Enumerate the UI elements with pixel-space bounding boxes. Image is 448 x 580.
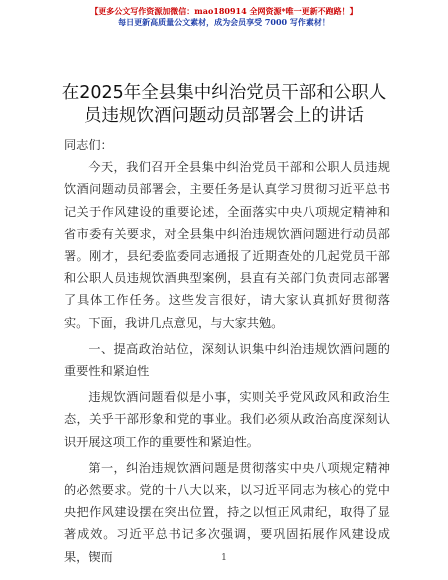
document-body (64, 134, 390, 572)
section-heading-1: 一、提高政治站位，深刻认识集中纠治违规饮酒问题的重要性和紧迫性 (64, 341, 390, 379)
paragraph-point-1: 第一，纠治违规饮酒问题是贯彻落实中央八项规定精神的必然要求。党的十八大以来，以习近平同志为核心的党中央把作风建设摆在突出位置，持之以恒正风肃纪，取得了显著成效。习近平总书记多次强调，要巩固拓展作风建设成果，锲而 (64, 460, 390, 564)
banner-line-1: 【更多公文写作资源加微信：mao180914 全网资源*唯一更新不跑路！】 (90, 6, 358, 16)
page-number: 1 (221, 553, 227, 563)
paragraph-section-1: 违规饮酒问题看似是小事，实则关乎党风政风和政治生态，关乎干部形象和党的事业。我们必须从政治高度深刻认识开展这项工作的重要性和紧迫性。 (64, 390, 390, 449)
paragraph-intro: 今天，我们召开全县集中纠治党员干部和公职人员违规饮酒问题动员部署会，主要任务是认真学习贯彻习近平总书记关于作风建设的重要论述，全面落实中央八项规定精神和省市委有关要求，对全县集中纠治违规饮酒问题进行动员部署。刚才，县纪委监委同志通报了近期查处的几起党员干部和公职人员违规饮酒典型案例，县直有关部门负责同志部署了具体工作任务。这些发言很好，请大家认真抓好贯彻落实。下面，我讲几点意见，与大家共勉。 (64, 160, 390, 330)
document-title: 在2025年全县集中纠治党员干部和公职人员违规饮酒问题动员部署会上的讲话 (61, 83, 387, 126)
salutation: 同志们： (64, 138, 113, 152)
promo-banner (0, 6, 448, 28)
banner-line-2: 每日更新高质量公文素材，成为会员享受 7000 写作素材！ (118, 17, 330, 27)
